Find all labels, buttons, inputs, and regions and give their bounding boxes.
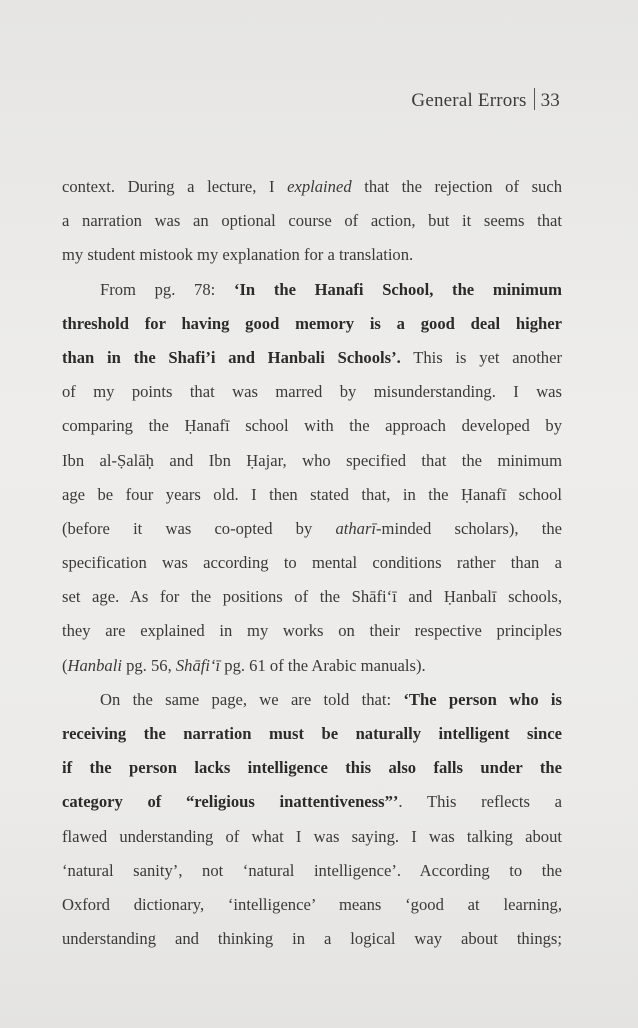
text-line (62, 341, 562, 375)
text-segment: ‘In the Hanafi School, the minimum (233, 279, 562, 299)
text-segment: ‘The person who is (403, 689, 562, 709)
text-segment: pg. 61 of the Arabic manuals). (220, 655, 426, 675)
paragraph (62, 273, 562, 683)
text-segment: than in the Shafi’i and Hanbali Schools’. (62, 347, 401, 367)
text-segment: ( (62, 655, 68, 675)
text-line (62, 854, 562, 888)
text-segment: Shāfi‘ī (175, 655, 221, 675)
text-segment: if the person lacks intelligence this also falls under the (62, 758, 562, 778)
text-segment: atharī (335, 518, 377, 538)
body-text (62, 170, 562, 956)
text-line (62, 512, 562, 546)
text-segment: they are explained in my works on their respective principles (62, 621, 562, 641)
text-line (62, 888, 562, 922)
text-line (62, 820, 562, 854)
text-segment: . This reflects a (398, 792, 562, 812)
text-line (62, 546, 562, 580)
text-line (62, 649, 562, 683)
page-number: 33 (540, 90, 560, 111)
text-segment: comparing the Ḥanafī school with the approach developed by (62, 416, 562, 436)
section-title: General Errors (411, 90, 527, 111)
text-segment: that the rejection of such (351, 177, 562, 196)
text-line (62, 409, 562, 443)
text-segment: -minded scholars), the (376, 518, 562, 538)
text-segment: From pg. 78: (100, 279, 234, 299)
header-divider (534, 88, 535, 110)
text-line (62, 238, 562, 272)
text-segment: On the same page, we are told that: (100, 689, 404, 709)
text-segment: category of “religious inattentiveness”’ (62, 792, 399, 812)
text-segment: receiving the narration must be naturally intelligent since (62, 724, 562, 743)
text-line (62, 580, 562, 614)
text-line (62, 204, 562, 238)
text-segment: my student mistook my explanation for a translation. (62, 245, 414, 265)
text-line (62, 375, 562, 409)
text-line (62, 444, 562, 478)
text-segment: age be four years old. I then stated that, in the Ḥanafī school (62, 484, 562, 504)
text-line (62, 683, 562, 717)
text-line (62, 170, 562, 204)
text-line (62, 785, 562, 819)
text-segment: set age. As for the positions of the Shāfi‘ī and Ḥanbalī schools, (62, 587, 562, 607)
text-segment: context. During a lecture, I (62, 177, 288, 196)
running-header (411, 88, 560, 112)
text-segment: of my points that was marred by misunderstanding. I was (62, 382, 562, 402)
text-segment: (before it was co-opted by (62, 518, 336, 538)
paragraph (62, 683, 562, 957)
text-segment: understanding and thinking in a logical way about things; (62, 929, 562, 949)
text-line (62, 478, 562, 512)
text-segment: Ibn al-Ṣalāḥ and Ibn Ḥajar, who specified that the minimum (62, 450, 562, 470)
text-line (62, 717, 562, 751)
text-segment: ‘natural sanity’, not ‘natural intelligence’. According to the (62, 860, 562, 880)
text-segment: explained (287, 177, 352, 196)
text-segment: flawed understanding of what I was saying. I was talking about (62, 826, 562, 846)
text-segment: specification was according to mental conditions rather than a (62, 553, 562, 573)
text-line (62, 751, 562, 785)
text-segment: threshold for having good memory is a good deal higher (62, 313, 562, 333)
paragraph (62, 170, 562, 273)
text-line (62, 614, 562, 648)
text-segment: pg. 56, (121, 655, 176, 675)
text-segment: a narration was an optional course of action, but it seems that (62, 211, 562, 231)
text-line (62, 922, 562, 956)
text-line (62, 273, 562, 307)
text-line (62, 307, 562, 341)
text-segment: Oxford dictionary, ‘intelligence’ means ‘good at learning, (62, 894, 562, 914)
text-segment: Hanbali (67, 655, 122, 675)
text-segment: This is yet another (400, 347, 562, 367)
